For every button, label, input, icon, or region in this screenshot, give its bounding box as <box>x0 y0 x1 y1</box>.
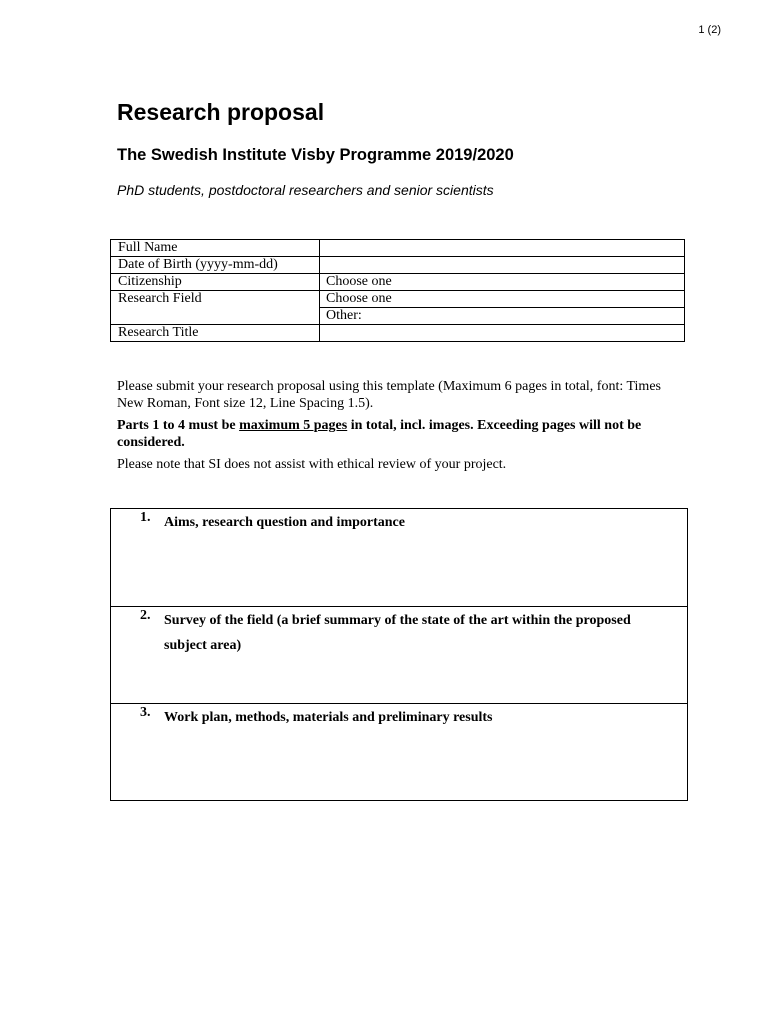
instructions <box>117 378 687 478</box>
full-name-field[interactable] <box>320 240 685 257</box>
proposal-sections <box>110 508 688 801</box>
page-limit-text-b: in total, incl. images. Exceeding pages will not be considered. <box>117 418 642 450</box>
research-field-other[interactable]: Other: <box>320 308 685 325</box>
instruction-template: Please submit your research proposal using this template (Maximum 6 pages in total, font: Times New Roman, Font size 12, Line Spacing 1.5). <box>117 379 661 411</box>
page-limit-emphasis: maximum 5 pages <box>239 418 348 433</box>
table-row <box>111 240 685 257</box>
section-aims[interactable] <box>111 509 687 606</box>
section-number: 2. <box>140 608 151 623</box>
instruction-ethics: Please note that SI does not assist with ethical review of your project. <box>117 457 507 472</box>
section-title: Work plan, methods, materials and preliminary results <box>164 710 493 725</box>
citizenship-label: Citizenship <box>111 274 320 291</box>
section-survey[interactable] <box>111 606 687 703</box>
table-row <box>111 291 685 308</box>
programme-subtitle: The Swedish Institute Visby Programme 2019/2020 <box>117 146 514 164</box>
section-title: Survey of the field (a brief summary of the state of the art within the proposed subject area) <box>164 613 631 653</box>
instruction-page-limit <box>117 417 687 451</box>
table-row <box>111 325 685 342</box>
research-title-label: Research Title <box>111 325 320 342</box>
section-work-plan[interactable] <box>111 703 687 800</box>
citizenship-select[interactable]: Choose one <box>320 274 685 291</box>
research-field-label: Research Field <box>111 291 320 325</box>
research-title-field[interactable] <box>320 325 685 342</box>
research-field-select[interactable]: Choose one <box>320 291 685 308</box>
applicant-info-table <box>110 239 685 342</box>
section-number: 3. <box>140 705 151 720</box>
page-title: Research proposal <box>117 99 325 125</box>
section-number: 1. <box>140 510 151 525</box>
page-limit-text-a: Parts 1 to 4 must be <box>117 418 240 433</box>
section-title: Aims, research question and importance <box>164 515 405 530</box>
page-number: 1 (2) <box>698 24 721 36</box>
dob-field[interactable] <box>320 257 685 274</box>
table-row <box>111 274 685 291</box>
audience-line: PhD students, postdoctoral researchers and senior scientists <box>117 182 494 198</box>
table-row <box>111 257 685 274</box>
full-name-label: Full Name <box>111 240 320 257</box>
dob-label: Date of Birth (yyyy-mm-dd) <box>111 257 320 274</box>
